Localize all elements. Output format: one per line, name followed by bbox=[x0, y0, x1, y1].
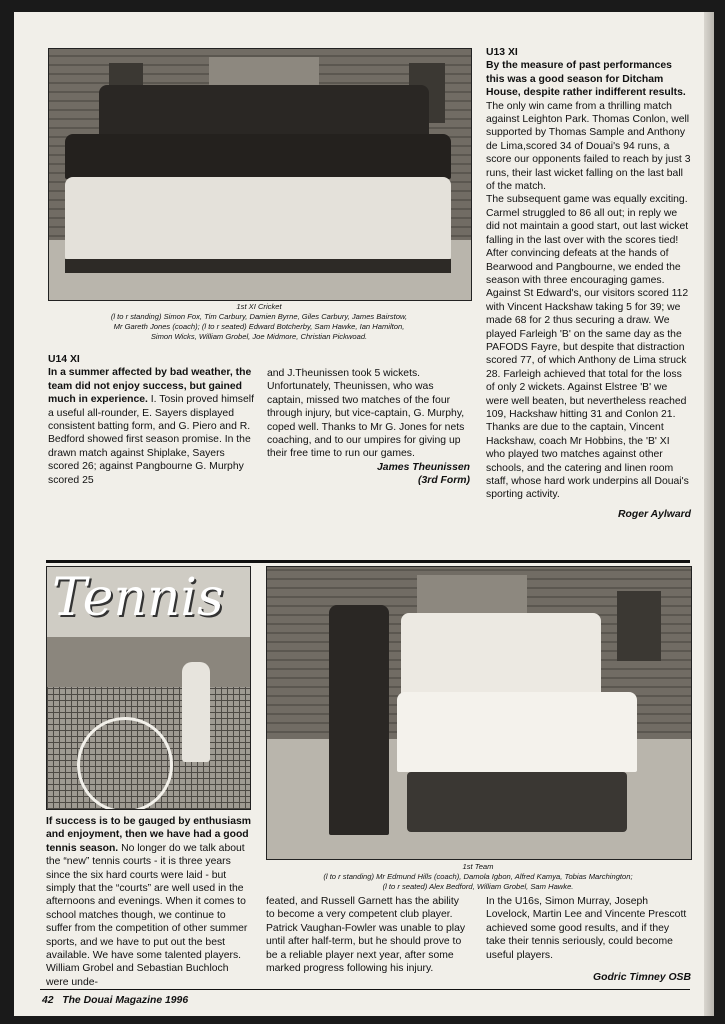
page-number: 42 bbox=[42, 995, 54, 1006]
caption-line: (l to r seated) Alex Bedford, William Grobel, Sam Hawke. bbox=[382, 882, 574, 891]
tennis-article-col2 bbox=[266, 895, 470, 975]
u13-lead: By the measure of past performances this was a good season for Ditcham House, despite rather indifferent results. bbox=[486, 60, 686, 99]
u13-signature: Roger Aylward bbox=[618, 508, 691, 520]
caption-title: 1st XI Cricket bbox=[236, 302, 282, 311]
caption-line: Simon Wicks, William Grobel, Joe Midmore, Christian Pickwoad. bbox=[150, 332, 368, 341]
tennis-article-col1 bbox=[46, 815, 252, 989]
u14-heading: U14 XI bbox=[48, 354, 80, 365]
page-spine bbox=[704, 12, 714, 1016]
tennis-body: In the U16s, Simon Murray, Joseph Lovelock, Martin Lee and Vincente Prescott achieved some good results, and if they take their tennis seriously, could become useful players. bbox=[486, 896, 687, 961]
section-divider bbox=[46, 560, 690, 563]
u14-article-col1 bbox=[48, 353, 256, 487]
magazine-page bbox=[14, 12, 714, 1016]
caption-line: (l to r standing) Mr Edmund Hills (coach), Damola Igbon, Alfred Kamya, Tobias Marchington; bbox=[323, 872, 633, 881]
footer-rule bbox=[40, 989, 690, 990]
u14-article-col2 bbox=[267, 367, 470, 488]
u14-lead: In a summer affected by bad weather, the team did not enjoy success, but gained much in experience. bbox=[48, 367, 252, 406]
footer bbox=[42, 994, 442, 1007]
cricket-photo-caption bbox=[48, 302, 470, 342]
tennis-photo-caption bbox=[266, 862, 690, 892]
tennis-lead: If success is to be gauged by enthusiasm and enjoyment, then we have had a good tennis season. bbox=[46, 816, 251, 854]
tennis-signature: Godric Timney OSB bbox=[593, 972, 691, 984]
u14-signature: James Theunissen bbox=[377, 461, 470, 473]
caption-line: Mr Gareth Jones (coach); (l to r seated) Edward Botcherby, Sam Hawke, Ian Hamilton, bbox=[113, 322, 405, 331]
tennis-section-title: Tennis bbox=[52, 568, 224, 628]
u13-heading: U13 XI bbox=[486, 47, 518, 58]
magazine-name: The Douai Magazine 1996 bbox=[62, 995, 189, 1006]
caption-line: (l to r standing) Simon Fox, Tim Carbury, Damien Byrne, Giles Carbury, James Bairstow, bbox=[110, 312, 408, 321]
caption-title: 1st Team bbox=[462, 862, 494, 871]
u14-body: and J.Theunissen took 5 wickets. Unfortunately, Theunissen, who was captain, missed two matches of the four through injury, but vice-captain, G. Murphy, coped well. Thanks to Mr G. Jones for nets coaching, and to our umpires for giving up their free time to run our games. bbox=[267, 368, 465, 460]
tennis-team-photo bbox=[266, 566, 692, 860]
tennis-article-col3 bbox=[486, 895, 691, 984]
tennis-body: No longer do we talk about the “new” tennis courts - it is three years since the six hard courts were laid - but simply that the “courts” are well used in the afternoons and evenings. When it comes to school matches though, we continue to suffer from the competition of other summer sports, and we have to put out the best available. We have some talented players. William Grobel and Sebastian Buchloch were unde- bbox=[46, 842, 248, 988]
u13-body: After convincing defeats at the hands of Bearwood and Pangbourne, we ended the season with three encouraging games. Against St Edward's, our visitors scored 112 with Vincent Hackshaw taking 5 for 39; we made 68 for 2 thus securing a draw. We played Farleigh 'B' on the same day as the PAFODS Fayre, but despite that distraction scored 77, of which Anthony de Lima struck 28. Farleigh achieved that total for the loss of only 2 wickets. Against Elstree 'B' we were well beaten, but nevertheless reached 109, Hackshaw hitting 31 and Conlon 21. Thanks are due to the captain, Vincent Hackshaw, coach Mr Hobbins, the 'B' XI who played two matches against other schools, and the catering and linen room staff, whose hard work underpins all Douai's sporting activity. bbox=[486, 248, 689, 501]
u13-body: The only win came from a thrilling match against Leighton Park. Thomas Conlon, well supported by Thomas Sample and Anthony de Lima,scored 34 of Douai's 94 runs, a score our opponents failed to reach by just 3 runs, their last wicket falling on the last ball of the match. bbox=[486, 100, 691, 193]
u14-signature-form: (3rd Form) bbox=[418, 475, 470, 487]
u13-body: The subsequent game was equally exciting. Carmel struggled to 86 all out; in reply we did not maintain a good start, out last wicket falling in the last over with the scores tied! bbox=[486, 194, 689, 246]
tennis-body: feated, and Russell Garnett has the ability to become a very competent club player. Patrick Vaughan-Fowler was unable to play until after half-term, but he should prove to be a reliable player next year, after some marked progress following his injury. bbox=[266, 896, 466, 975]
u13-article bbox=[486, 46, 691, 521]
u14-body: I. Tosin proved himself a useful all-rounder, E. Sayers displayed consistent batting form, and G. Piero and R. Bedford showed first season promise. In the drawn match against Shiplake, Sayers scored 26; against Pangbourne G. Murphy scored 25 bbox=[48, 394, 254, 486]
cricket-team-photo bbox=[48, 48, 472, 301]
